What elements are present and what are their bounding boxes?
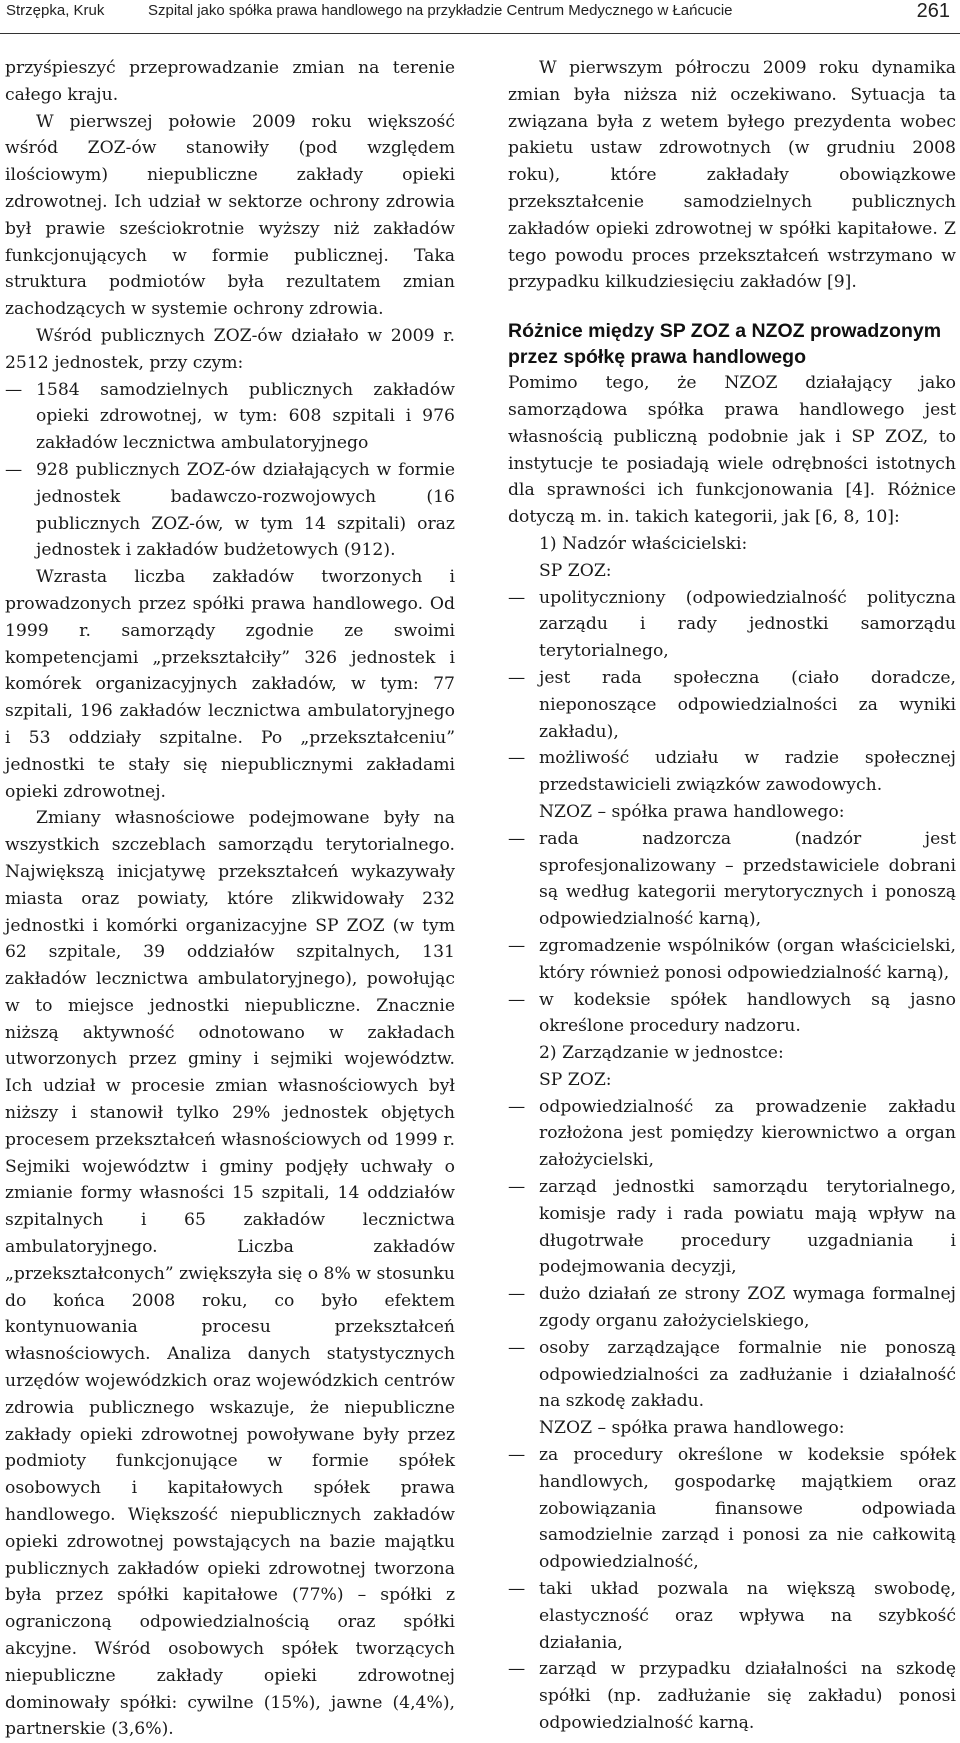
dash-bullet: — [508,748,526,769]
list-item [5,377,455,457]
section-heading: Różnice między SP ZOZ a NZOZ prowadzonym przez spółkę prawa handlowego [508,320,942,369]
list-item-text: za procedury określone w kodeksie spółek handlowych, gospodarkę majątkiem oraz zobowiązania finansowe odpowiada samodzielnie zarząd i ponosi za nie całkowitą odpowiedzialność, [539,1445,956,1573]
dash-bullet: — [508,1284,526,1305]
list-item [508,585,956,665]
list-item-text: osoby zarządzające formalnie nie ponoszą odpowiedzialności za zadłużanie i działalność na szkodę zakładu. [539,1337,956,1412]
header-authors: Strzępka, Kruk [6,2,105,19]
list-item-text: w kodeksie spółek handlowych są jasno określone procedury nadzoru. [539,989,956,1037]
header-rule [0,33,960,34]
nzoz-label: NZOZ – spółka prawa handlowego: [539,1418,845,1439]
paragraph: przyśpieszyć przeprowadzanie zmian na terenie całego kraju. [5,58,455,105]
paragraph: W pierwszej połowie 2009 roku większość wśród ZOZ-ów stanowiły (pod względem ilościowym) niepubliczne zakłady opieki zdrowotnej. Ich udział w sektorze ochrony zdrowia był prawie sześciokrotnie wyższy niż zakładów funkcjonujących w formie publicznej. Taka struktura podmiotów była rezultatem zmian zachodzących w systemie ochrony zdrowia. [5,111,455,320]
list-item-text: zarząd w przypadku działalności na szkodę spółki (np. zadłużanie się zakładu) ponosi odpowiedzialność karną. [539,1659,956,1734]
list-item [508,933,956,987]
list-item [508,1576,956,1656]
list-item-text: taki układ pozwala na większą swobodę, elastyczność oraz wpływa na szybkość działania, [539,1579,956,1653]
list-item-text: zarząd jednostki samorządu terytorialnego, komisje rady i rada powiatu mają wpływ na długotrwałe procedury uzgadniania i podejmowania decyzji, [539,1177,956,1278]
dash-bullet: — [508,1445,526,1466]
list-item-text: możliwość udziału w radzie społecznej przedstawicieli związków zawodowych. [539,748,956,796]
list-item [508,1335,956,1415]
list-item-text: 928 publicznych ZOZ-ów działających w formie jednostek badawczo-rozwojowych (16 publicznych ZOZ-ów, w tym 14 szpitali) oraz jednostek i zakładów budżetowych (912). [36,459,455,561]
list-item [508,665,956,745]
dash-bullet: — [508,667,526,688]
list-item-text: 1584 samodzielnych publicznych zakładów opieki zdrowotnej, w tym: 608 szpitali i 976 zakładów lecznictwa ambulatoryjnego [36,379,455,454]
list-item [5,457,455,564]
list-item-text: zgromadzenie wspólników (organ właścicielski, który również ponosi odpowiedzialność karną), [539,935,956,983]
spzoz-label: SP ZOZ: [539,1069,612,1090]
list-item-text: rada nadzorcza (nadzór jest sprofesjonalizowany – przedstawiciele dobrani są według kategorii merytorycznych i ponoszą odpowiedzialność karną), [539,828,956,930]
list-item-text: upolityczniony (odpowiedzialność polityczna zarządu i rady jednostki samorządu terytorialnego, [539,587,956,662]
dash-bullet: — [5,459,23,480]
dash-bullet: — [508,1337,526,1358]
list-item [508,1174,956,1281]
page-number: 261 [916,0,950,22]
list-item-text: dużo działań ze strony ZOZ wymaga formalnej zgody organu założycielskiego, [539,1284,956,1332]
dash-bullet: — [508,828,526,849]
dash-bullet: — [508,989,526,1010]
list-item [508,745,956,799]
dash-bullet: — [5,379,23,400]
nzoz-label: NZOZ – spółka prawa handlowego: [539,801,845,822]
paragraph: Zmiany własnościowe podejmowane były na wszystkich szczeblach samorządu terytorialnego. Największą inicjatywę przekształceń wykazywały miasta oraz powiaty, które zlikwidowały 232 jednostki i komórki organizacyjne SP ZOZ (w tym 62 szpitale, 39 oddziałów szpitalnych, 131 zakładów lecznictwa ambulatoryjnego), powołując w to miejsce jednostki niepubliczne. Znacznie niższą aktywność odnotowano w zakładach utworzonych przez gminy i sejmiki województw. Ich udział w procesie zmian własnościowych był niższy i stanowił tylko 29% jednostek objętych procesem przekształceń własnościowych od 1999 r. Sejmiki województw i gminy podjęły uchwały o zmianie formy własności 15 szpitali, 14 oddziałów szpitalnych i 65 zakładów lecznictwa ambulatoryjnego. Liczba zakładów „przekształconych” zwiększyła się o 8% w stosunku do końca 2008 roku, co było efektem kontynuowania procesu przekształceń własnościowych. Analiza danych statystycznych urzędów wojewódzkich oraz wojewódzkich centrów zdrowia publicznego wskazuje, że niepubliczne zakłady opieki zdrowotnej powoływane były przez podmioty funkcjonujące w formie spółek osobowych i kapitałowych spółek prawa handlowego. Większość niepublicznych zakładów opieki zdrowotnej powstających na bazie majątku publicznych zakładów opieki zdrowotnej tworzona była przez spółki kapitałowe (77%) – spółki z ograniczoną odpowiedzialnością oraz spółki akcyjne. Wśród osobowych spółek tworzących niepubliczne zakłady opieki zdrowotnej dominowały spółki: cywilne (15%), jawne (4,4%), partnerskie (3,6%). [5,808,455,1740]
dash-bullet: — [508,1659,526,1680]
paragraph: Wzrasta liczba zakładów tworzonych i prowadzonych przez spółki prawa handlowego. Od 1999 r. samorządy zgodnie ze swoimi kompetencjami „przekształciły” 326 jednostek i komórek organizacyjnych zakładów, w tym: 77 szpitali, 196 zakładów lecznictwa ambulatoryjnego i 53 oddziały szpitalne. Po „przekształceniu” jednostki te stały się niepublicznymi zakładami opieki zdrowotnej. [5,567,455,802]
list-item-text: odpowiedzialność za prowadzenie zakładu rozłożona jest pomiędzy kierownictwo a organ założycielski, [539,1096,956,1171]
dash-bullet: — [508,1177,526,1198]
subsection-title: 1) Nadzór właścicielski: [539,533,748,554]
list-item [508,826,956,933]
list-item [508,1281,956,1335]
spzoz-label: SP ZOZ: [539,560,612,581]
dash-bullet: — [508,1096,526,1117]
header-title: Szpital jako spółka prawa handlowego na przykładzie Centrum Medycznego w Łańcucie [148,2,733,19]
paragraph: Pomimo tego, że NZOZ działający jako samorządowa spółka prawa handlowego jest własnością publiczną podobnie jak i SP ZOZ, to instytucje te posiadają wiele odrębności istotnych dla sprawności ich funkcjonowania [4]. Różnice dotyczą m. in. takich kategorii, jak [6, 8, 10]: [508,373,956,528]
dash-bullet: — [508,1579,526,1600]
list-item [508,1094,956,1174]
running-header [0,0,960,38]
left-column [5,55,455,1743]
list-item-text: jest rada społeczna (ciało doradcze, nieponoszące odpowiedzialności za wyniki zakładu), [539,667,956,742]
paragraph: Wśród publicznych ZOZ-ów działało w 2009 r. 2512 jednostek, przy czym: [5,325,455,373]
right-column [508,55,956,1737]
paragraph: W pierwszym półroczu 2009 roku dynamika zmian była niższa niż oczekiwano. Sytuacja ta związana była z wetem byłego prezydenta wobec pakietu ustaw zdrowotnych (w grudniu 2008 roku), które zakładały obowiązkowe przekształcenie samodzielnych publicznych zakładów opieki zdrowotnej w spółki kapitałowe. Z tego powodu proces przekształceń wstrzymano w przypadku kilkudziesięciu zakładów [9]. [508,58,956,293]
list-item [508,987,956,1041]
subsection-title: 2) Zarządzanie w jednostce: [539,1043,784,1064]
list-item [508,1656,956,1736]
dash-bullet: — [508,935,526,956]
dash-bullet: — [508,587,526,608]
list-item [508,1442,956,1576]
